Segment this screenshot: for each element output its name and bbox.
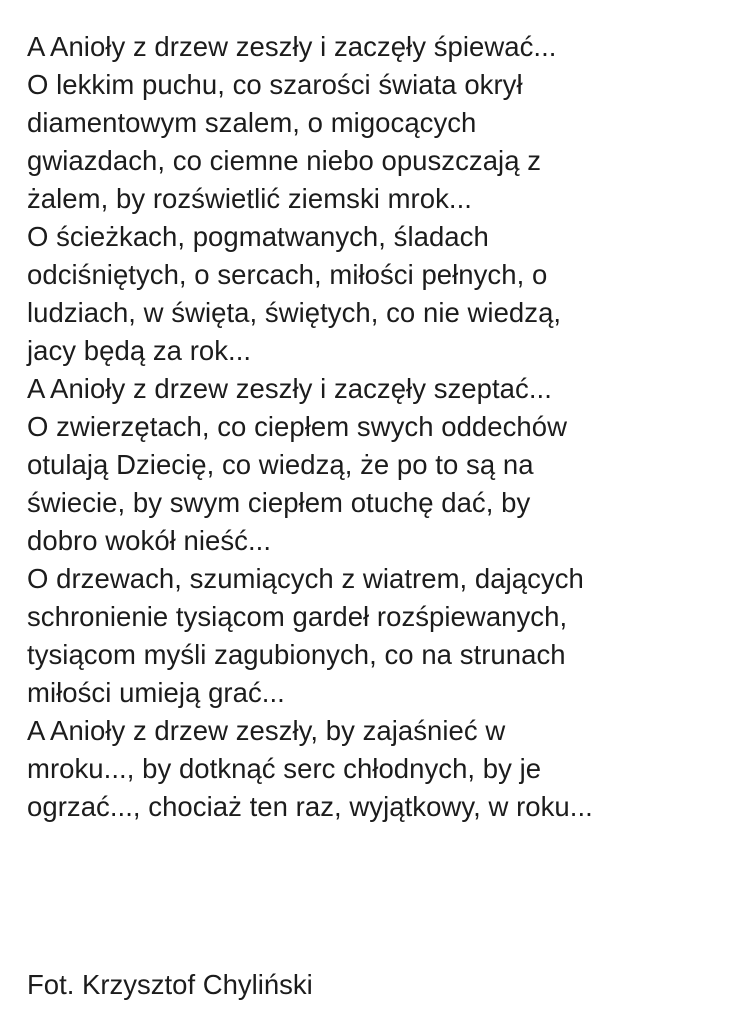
poem-line: świecie, by swym ciepłem otuchę dać, by <box>27 487 531 518</box>
poem-line: O ścieżkach, pogmatwanych, śladach <box>27 221 489 252</box>
poem-line: ludziach, w święta, świętych, co nie wiedzą, <box>27 297 562 328</box>
poem-line: O lekkim puchu, co szarości świata okrył <box>27 69 523 100</box>
poem-line: żalem, by rozświetlić ziemski mrok... <box>27 183 472 214</box>
poem-line: gwiazdach, co ciemne niebo opuszczają z <box>27 145 542 176</box>
poem-line: O drzewach, szumiących z wiatrem, dających <box>27 563 584 594</box>
poem-line: mroku..., by dotknąć serc chłodnych, by je <box>27 753 542 784</box>
photo-credit: Fot. Krzysztof Chyliński <box>27 969 313 1000</box>
poem-line: dobro wokół nieść... <box>27 525 272 556</box>
poem-line: A Anioły z drzew zeszły, by zajaśnieć w <box>27 715 506 746</box>
poem-line: jacy będą za rok... <box>27 335 252 366</box>
poem-line: otulają Dziecię, co wiedzą, że po to są na <box>27 449 534 480</box>
poem-line: A Anioły z drzew zeszły i zaczęły szeptać... <box>27 373 552 404</box>
poem-line: tysiącom myśli zagubionych, co na strunach <box>27 639 566 670</box>
poem-line: A Anioły z drzew zeszły i zaczęły śpiewać... <box>27 31 557 62</box>
poem-text <box>27 28 727 826</box>
poem-line: odciśniętych, o sercach, miłości pełnych, o <box>27 259 548 290</box>
poem-line: schronienie tysiącom gardeł rozśpiewanych, <box>27 601 568 632</box>
poem-line: O zwierzętach, co ciepłem swych oddechów <box>27 411 568 442</box>
poem-line: miłości umieją grać... <box>27 677 285 708</box>
poem-line: ogrzać..., chociaż ten raz, wyjątkowy, w roku... <box>27 791 593 822</box>
poem-line: diamentowym szalem, o migocących <box>27 107 477 138</box>
